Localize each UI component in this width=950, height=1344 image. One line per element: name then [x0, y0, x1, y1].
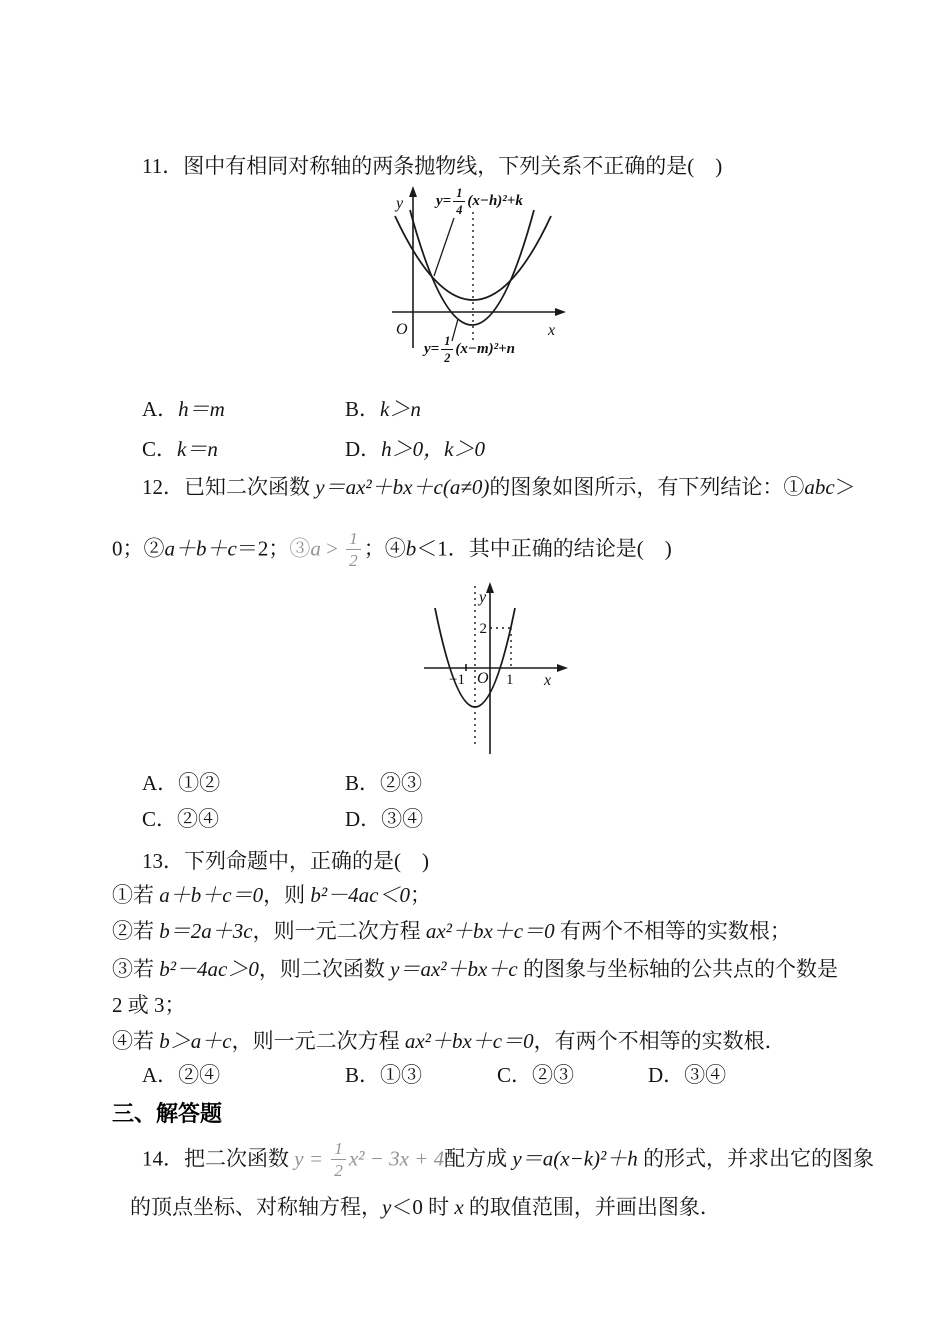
q13-option-b: B．①③ — [345, 1063, 423, 1087]
q11-graph — [362, 184, 624, 380]
q12-graph-svg — [418, 580, 623, 762]
parabola-upper — [395, 216, 551, 300]
q12-option-b: B．②③ — [345, 771, 423, 795]
parabola-lower — [410, 210, 534, 325]
origin-label: O — [396, 321, 408, 338]
x-axis-label: x — [548, 322, 556, 339]
q11-option-d: D．h＞0，k＞0 — [345, 437, 485, 461]
q12-option-a: A．①② — [142, 771, 221, 795]
label1-leader-line — [434, 218, 454, 276]
section-3-heading: 三、解答题 — [112, 1101, 223, 1126]
q13-item-3: ③若 b²－4ac＞0，则二次函数 y＝ax²＋bx＋c 的图象与坐标轴的公共点的个数是 — [112, 957, 838, 981]
q13-option-d: D．③④ — [648, 1063, 727, 1087]
tick-label-2: 2 — [479, 621, 487, 637]
q11-option-a: A．h＝m — [142, 397, 225, 421]
q13-item-4: ④若 b＞a＋c，则一元二次方程 ax²＋bx＋c＝0，有两个不相等的实数根． — [112, 1029, 786, 1053]
q11-option-c: C．k＝n — [142, 437, 218, 461]
q12-option-d: D．③④ — [345, 807, 424, 831]
y-axis-label: y — [396, 195, 404, 212]
x-axis-arrow — [557, 664, 568, 672]
q13-item-2: ②若 b＝2a＋3c，则一元二次方程 ax²＋bx＋c＝0 有两个不相等的实数根； — [112, 919, 791, 943]
q13-item-1: ①若 a＋b＋c＝0，则 b²－4ac＜0； — [112, 883, 431, 907]
q13-stem: 13．下列命题中，正确的是( ) — [142, 849, 429, 873]
q12-option-c: C．②④ — [142, 807, 220, 831]
q13-item-3-continued: 2 或 3； — [112, 993, 186, 1017]
x-axis-label: x — [544, 672, 552, 689]
q12-stem-line2: 0；②a＋b＋c＝2；③a > $\frac{1}{2}$ ；④b＜1．其中正确的结论是( ) — [112, 529, 672, 571]
y-axis-arrow — [486, 582, 494, 593]
q12-graph — [418, 580, 623, 762]
q13-option-a: A．②④ — [142, 1063, 221, 1087]
q14-stem-line1: 14．把二次函数 y = $\frac{1}{2}$ x² − 3x + 4配方成 y＝a(x−k)²＋h 的形式，并求出它的图象 — [142, 1139, 875, 1181]
q11-option-b: B．k＞n — [345, 397, 421, 421]
curve1-equation-label: y= $\frac{1}{4}$ (x−h)²+k — [436, 186, 523, 218]
y-axis-label: y — [479, 589, 487, 606]
q12-stem-line1: 12．已知二次函数 y＝ax²＋bx＋c(a≠0)的图象如图所示，有下列结论：①abc＞ — [142, 475, 856, 499]
y-axis-arrow — [409, 186, 417, 197]
origin-label: O — [477, 670, 489, 687]
x-axis-arrow — [555, 308, 566, 316]
tick-label-neg1: −1 — [449, 672, 465, 688]
q11-stem: 11．图中有相同对称轴的两条抛物线，下列关系不正确的是( ) — [142, 154, 723, 178]
q14-stem-line2: 的顶点坐标、对称轴方程，y＜0 时 x 的取值范围，并画出图象． — [130, 1195, 721, 1219]
tick-label-1: 1 — [506, 672, 514, 688]
q13-option-c: C．②③ — [497, 1063, 575, 1087]
curve2-equation-label: y= $\frac{1}{2}$ (x−m)²+n — [424, 334, 516, 366]
